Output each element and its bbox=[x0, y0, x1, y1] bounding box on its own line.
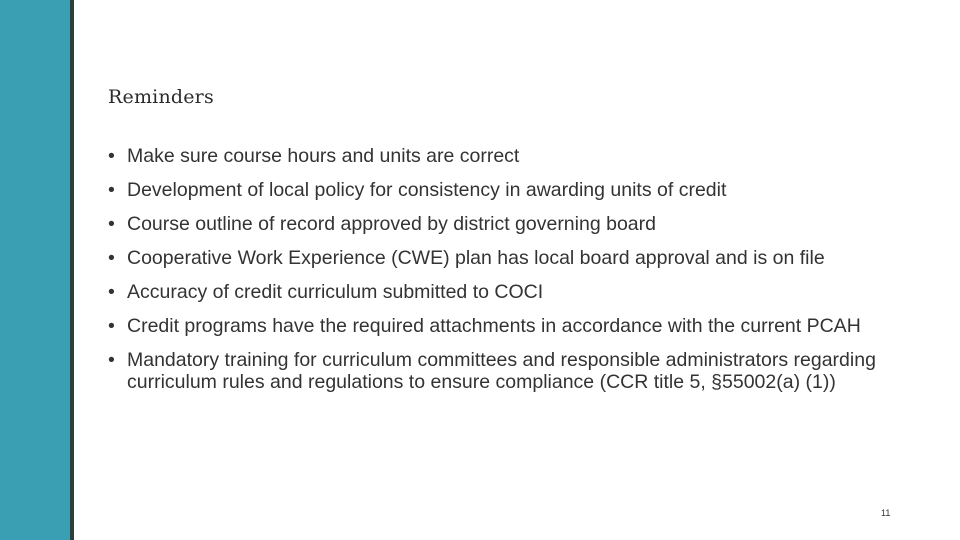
bullet-dot: • bbox=[108, 349, 115, 371]
list-item bbox=[105, 315, 895, 337]
bullet-dot: • bbox=[108, 213, 115, 235]
list-item bbox=[105, 247, 895, 269]
page-number: 11 bbox=[881, 508, 891, 518]
list-item bbox=[105, 349, 895, 393]
bullet-list bbox=[105, 145, 895, 393]
list-item bbox=[105, 145, 895, 167]
bullet-dot: • bbox=[108, 281, 115, 303]
slide-title: Reminders bbox=[108, 86, 214, 108]
list-item bbox=[105, 281, 895, 303]
list-item bbox=[105, 213, 895, 235]
accent-side-bar bbox=[0, 0, 70, 540]
bullet-dot: • bbox=[108, 247, 115, 269]
bullet-text: Make sure course hours and units are correct bbox=[127, 145, 520, 167]
bullet-dot: • bbox=[108, 315, 115, 337]
bullet-dot: • bbox=[108, 179, 115, 201]
accent-side-bar-edge bbox=[70, 0, 74, 540]
list-item bbox=[105, 179, 895, 201]
bullet-text: Mandatory training for curriculum committees and responsible administrators regarding curriculum rules and regulations to ensure compliance (CCR title 5, §55002(a) (1)) bbox=[127, 349, 876, 393]
bullet-text: Credit programs have the required attachments in accordance with the current PCAH bbox=[127, 315, 861, 337]
bullet-text: Course outline of record approved by district governing board bbox=[127, 213, 656, 235]
bullet-text: Accuracy of credit curriculum submitted to COCI bbox=[127, 281, 544, 303]
bullet-text: Cooperative Work Experience (CWE) plan has local board approval and is on file bbox=[127, 247, 825, 269]
bullet-text: Development of local policy for consistency in awarding units of credit bbox=[127, 179, 727, 201]
bullet-dot: • bbox=[108, 145, 115, 167]
